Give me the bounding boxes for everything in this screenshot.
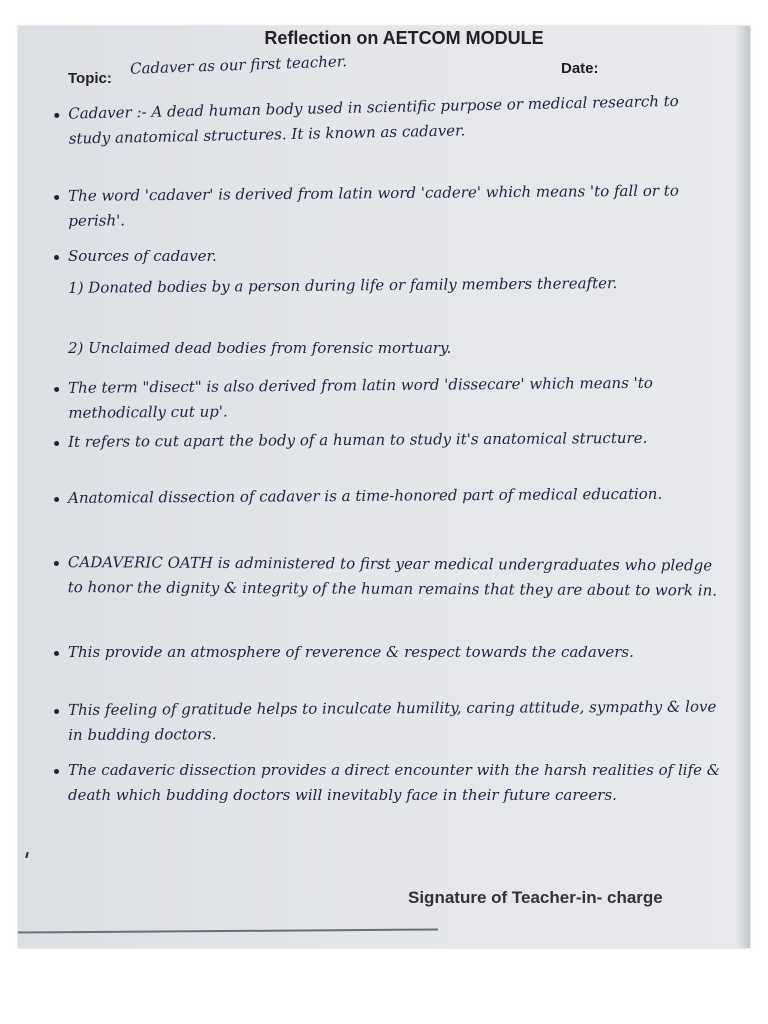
note-item: Anatomical dissection of cadaver is a time-honored part of medical education. <box>52 481 722 511</box>
page-title: Reflection on AETCOM MODULE <box>264 28 544 48</box>
topic-value: Cadaver as our first teacher. <box>129 52 348 78</box>
note-item: This feeling of gratitude helps to inculcate humility, caring attitude, sympathy & love in budding doctors. <box>52 694 722 748</box>
note-item: The word 'cadaver' is derived from latin word 'cadere' which means 'to fall or to perish'. <box>52 178 722 234</box>
worksheet-page <box>18 26 750 948</box>
date-label: Date: <box>561 60 599 77</box>
note-item: 2) Unclaimed dead bodies from forensic mortuary. <box>68 339 452 357</box>
note-item: Sources of cadaver. <box>52 244 722 269</box>
note-item: It refers to cut apart the body of a human to study it's anatomical structure. <box>52 425 722 455</box>
note-item: This provide an atmosphere of reverence & respect towards the cadavers. <box>52 640 722 665</box>
note-item: The cadaveric dissection provides a direct encounter with the harsh realities of life & death which budding doctors will inevitably face in their future careers. <box>52 758 722 808</box>
note-item: 1) Donated bodies by a person during life or family members thereafter. <box>68 274 618 297</box>
topic-label: Topic: <box>68 70 112 87</box>
signature-label: Signature of Teacher-in- charge <box>408 888 663 907</box>
page-edge-shadow <box>736 26 750 948</box>
stray-pen-mark <box>25 852 28 858</box>
note-item: Cadaver :- A dead human body used in scientific purpose or medical research to study anatomical structures. It is known as cadaver. <box>52 88 723 152</box>
note-item: CADAVERIC OATH is administered to first year medical undergraduates who pledge to honor the dignity & integrity of the human remains that they are about to work in. <box>52 550 722 604</box>
bottom-divider <box>18 929 438 934</box>
note-item: The term "disect" is also derived from latin word 'dissecare' which means 'to methodically cut up'. <box>52 370 722 426</box>
